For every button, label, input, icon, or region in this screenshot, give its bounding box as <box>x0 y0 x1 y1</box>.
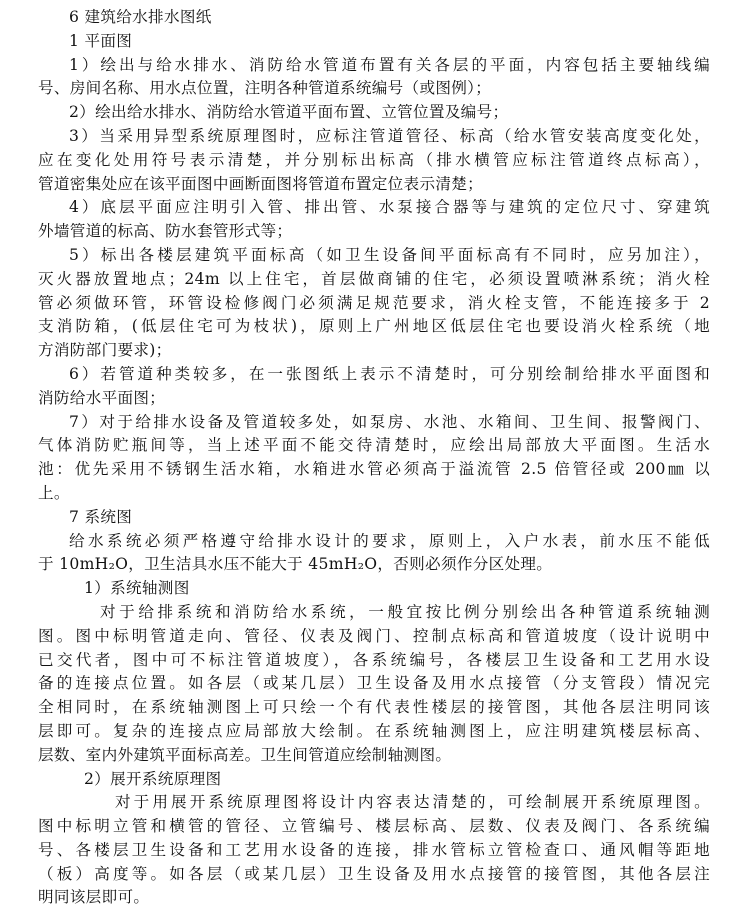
text-line: 于 10mH₂O，卫生洁具水压不能大于 45mH₂O，否则必须作分区处理。 <box>38 555 553 574</box>
text-line: 图。图中标明管道走向、管径、仪表及阀门、控制点标高和管道坡度（设计说明中 <box>38 626 710 645</box>
text-line: 对于给排系统和消防给水系统，一般宜按比例分别绘出各种管道系统轴测 <box>100 602 710 621</box>
document-body <box>38 6 710 910</box>
text-line: 给水系统必须严格遵守给排水设计的要求，原则上，入户水表，前水压不能低 <box>69 531 710 550</box>
text-line: 对于用展开系统原理图将设计内容表达清楚的，可绘制展开系统原理图。 <box>115 793 710 812</box>
text-line: 备的连接点位置。如各层（或某几层）卫生设备及用水点接管（分支管段）情况完 <box>38 674 710 693</box>
text-line: 应在变化处用符号表示清楚，并分别标出标高（排水横管应标注管道终点标高）， <box>38 150 710 169</box>
text-line: 3）当采用异型系统原理图时，应标注管道管径、标高（给水管安装高度变化处， <box>69 126 710 145</box>
text-line: 灭火器放置地点；24m 以上住宅，首层做商铺的住宅，必须设置喷淋系统；消火栓 <box>38 269 710 288</box>
text-line: 外墙管道的标高、防水套管形式等； <box>38 222 293 241</box>
text-line: 2）绘出给水排水、消防给水管道平面布置、立管位置及编号； <box>69 103 509 122</box>
text-line: 气体消防贮瓶间等，当上述平面不能交待清楚时，应绘出局部放大平面图。生活水 <box>38 436 710 455</box>
text-line: 7）对于给排水设备及管道较多处，如泵房、水池、水箱间、卫生间、报警阀门、 <box>69 412 710 431</box>
text-line: 已交代者，图中可不标注管道坡度），各系统编号，各楼层卫生设备和工艺用水设 <box>38 650 710 669</box>
text-line: 池：优先采用不锈钢生活水箱，水箱进水管必须高于溢流管 2.5 倍管径或 200㎜ 以 <box>38 460 710 479</box>
text-line: 7 系统图 <box>69 507 133 526</box>
text-line: 5）标出各楼层建筑平面标高（如卫生设备间平面标高有不同时，应另加注）， <box>69 245 710 264</box>
text-line: 6）若管道种类较多，在一张图纸上表示不清楚时，可分别绘制给排水平面图和 <box>69 364 710 383</box>
text-line: 消防给水平面图； <box>38 388 166 407</box>
text-line: 层数、室内外建筑平面标高差。卫生间管道应绘制轴测图。 <box>38 745 452 764</box>
text-line: 全相同时，在系统轴测图上可只绘一个有代表性楼层的接管图，其他各层注明同该 <box>38 698 710 717</box>
text-line: 4）底层平面应注明引入管、排出管、水泵接合器等与建筑的定位尺寸、穿建筑 <box>69 198 710 217</box>
text-line: 1 平面图 <box>69 31 133 50</box>
text-line: 2）展开系统原理图 <box>84 769 222 788</box>
text-line: 管必须做环管，环管设检修阀门必须满足规范要求，消火栓支管，不能连接多于 2 <box>38 293 710 312</box>
text-line: 1）绘出与给水排水、消防给水管道布置有关各层的平面，内容包括主要轴线编 <box>69 55 710 74</box>
text-line: 管道密集处应在该平面图中画断面图将管道布置定位表示清楚； <box>38 174 484 193</box>
text-line: 号、房间名称、用水点位置，注明各种管道系统编号（或图例）； <box>38 79 492 98</box>
text-line: 6 建筑给水排水图纸 <box>69 8 212 26</box>
text-line: 支消防箱，(低层住宅可为枝状)，原则上广州地区低层住宅也要设消火栓系统（地 <box>38 317 710 336</box>
text-line: （板）高度等。如各层（或某几层）卫生设备及用水点接管的接管图，其他各层注 <box>38 864 710 883</box>
text-line: 图中标明立管和横管的管径、立管编号、楼层标高、层数、仪表及阀门、各系统编 <box>38 817 710 836</box>
text-line: 明同该层即可。 <box>38 888 150 907</box>
text-line: 1）系统轴测图 <box>84 579 190 598</box>
text-line: 层即可。复杂的连接点应局部放大绘制。在系统轴测图上，应注明建筑楼层标高、 <box>38 721 710 740</box>
text-line: 号、各楼层卫生设备和工艺用水设备的连接，排水管标立管检查口、通风帽等距地 <box>38 840 710 859</box>
text-line: 上。 <box>38 483 70 502</box>
text-line: 方消防部门要求)； <box>38 341 172 360</box>
